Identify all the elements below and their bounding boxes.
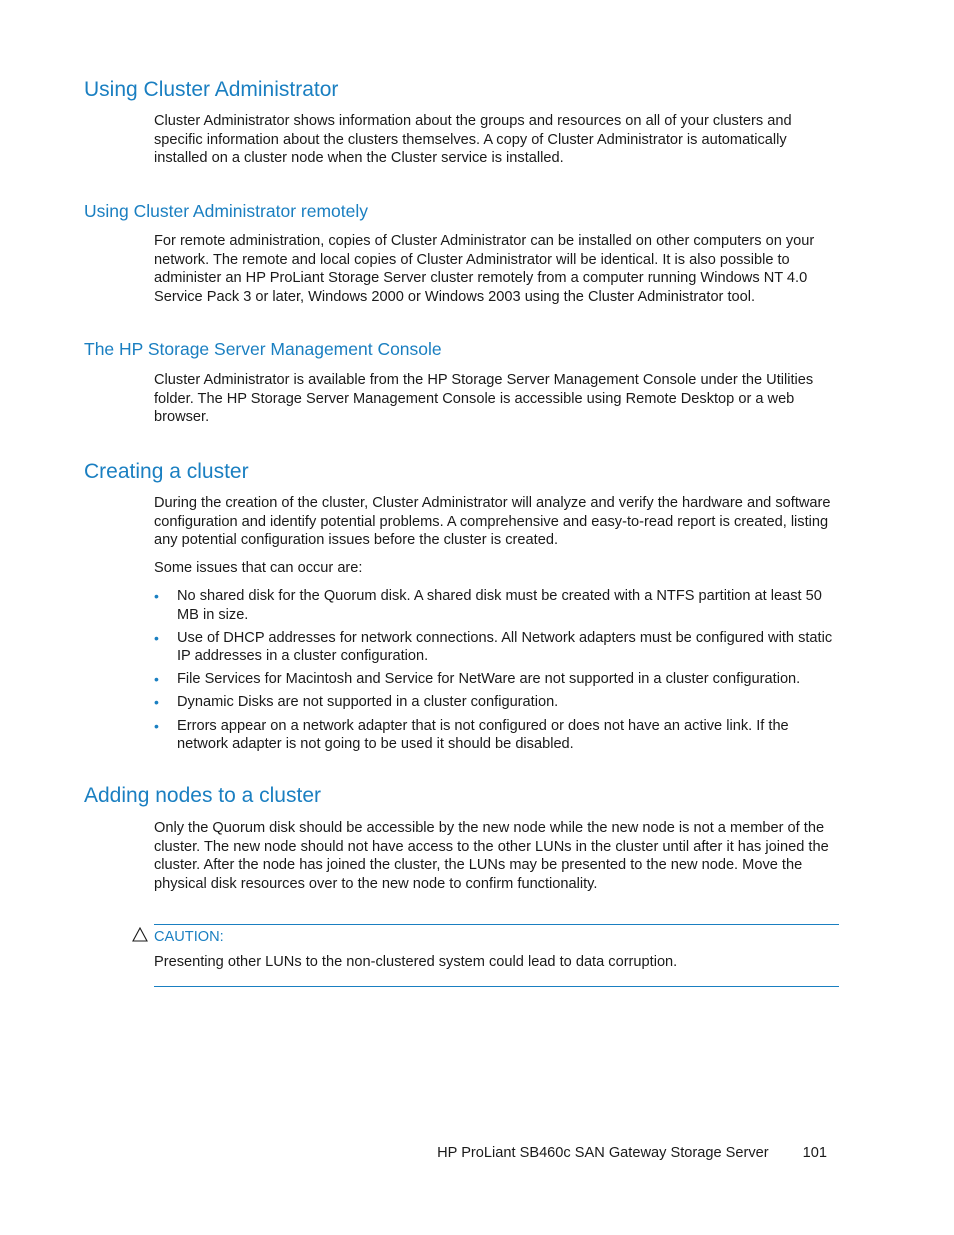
paragraph-using-cluster-administrator: Cluster Administrator shows information about the groups and resources on all of your clusters and specific information about the clusters themselves. A copy of Cluster Administrator is automatically installed on a cluster node when the Cluster service is installed. — [154, 113, 792, 167]
list-item-text: File Services for Macintosh and Service for NetWare are not supported in a cluster configuration. — [177, 671, 801, 688]
list-item — [154, 587, 836, 624]
paragraph-management-console: Cluster Administrator is available from the HP Storage Server Management Console under the Utilities folder. The HP Storage Server Management Console is accessible using Remote Desktop or a web browser. — [154, 372, 814, 426]
list-item-text: No shared disk for the Quorum disk. A shared disk must be created with a NTFS partition at least 50 MB in size. — [177, 588, 822, 623]
bullet-icon: • — [154, 588, 159, 604]
caution-bottom-rule — [154, 986, 839, 987]
bullet-icon: • — [154, 717, 159, 734]
caution-label: CAUTION: — [154, 929, 224, 945]
heading-remote-administration: Using Cluster Administrator remotely — [84, 201, 368, 221]
heading-creating-a-cluster: Creating a cluster — [84, 460, 249, 483]
bullet-icon: • — [154, 694, 159, 711]
list-item — [154, 670, 836, 689]
caution-text: Presenting other LUNs to the non-clustered system could lead to data corruption. — [154, 954, 678, 970]
list-item — [154, 629, 836, 666]
list-item — [154, 693, 836, 712]
caution-triangle-icon — [132, 927, 148, 942]
caution-top-rule — [154, 924, 839, 925]
paragraph-issues-intro: Some issues that can occur are: — [154, 560, 363, 576]
list-item-text: Use of DHCP addresses for network connections. All Network adapters must be configured with static IP addresses in a cluster configuration. — [177, 629, 833, 665]
bullet-icon: • — [154, 671, 159, 688]
heading-using-cluster-administrator: Using Cluster Administrator — [84, 78, 339, 101]
heading-adding-nodes: Adding nodes to a cluster — [84, 784, 321, 807]
bullet-icon: • — [154, 629, 159, 646]
paragraph-creating-a-cluster: During the creation of the cluster, Cluster Administrator will analyze and verify the hardware and software configuration and identify potential problems. A comprehensive and easy-to-read report is created, listing any potential configuration issues before the cluster is created. — [154, 495, 831, 549]
issues-list — [154, 587, 836, 758]
paragraph-remote-administration: For remote administration, copies of Cluster Administrator can be installed on other computers on your network. The remote and local copies of Cluster Administrator will be identical. It is also possible to administer an HP ProLiant Storage Server cluster remotely from a computer running Windows NT 4.0 Service Pack 3 or later, Windows 2000 or Windows 2003 using the Cluster Administrator tool. — [154, 233, 815, 305]
list-item-text: Errors appear on a network adapter that is not configured or does not have an active link. If the network adapter is not going to be used it should be disabled. — [177, 717, 789, 753]
page-footer — [437, 1144, 827, 1162]
paragraph-adding-nodes: Only the Quorum disk should be accessible by the new node while the new node is not a member of the cluster. The new node should not have access to the other LUNs in the cluster until after it has joined the cluster. After the node has joined the cluster, the LUNs may be presented to the new node. Move the physical disk resources over to the new node to confirm functionality. — [154, 820, 829, 892]
page-number: 101 — [802, 1145, 827, 1161]
list-item-text: Dynamic Disks are not supported in a cluster configuration. — [177, 694, 559, 711]
heading-management-console: The HP Storage Server Management Console — [84, 339, 442, 359]
list-item — [154, 717, 836, 754]
footer-product-name: HP ProLiant SB460c SAN Gateway Storage Server — [437, 1145, 769, 1161]
